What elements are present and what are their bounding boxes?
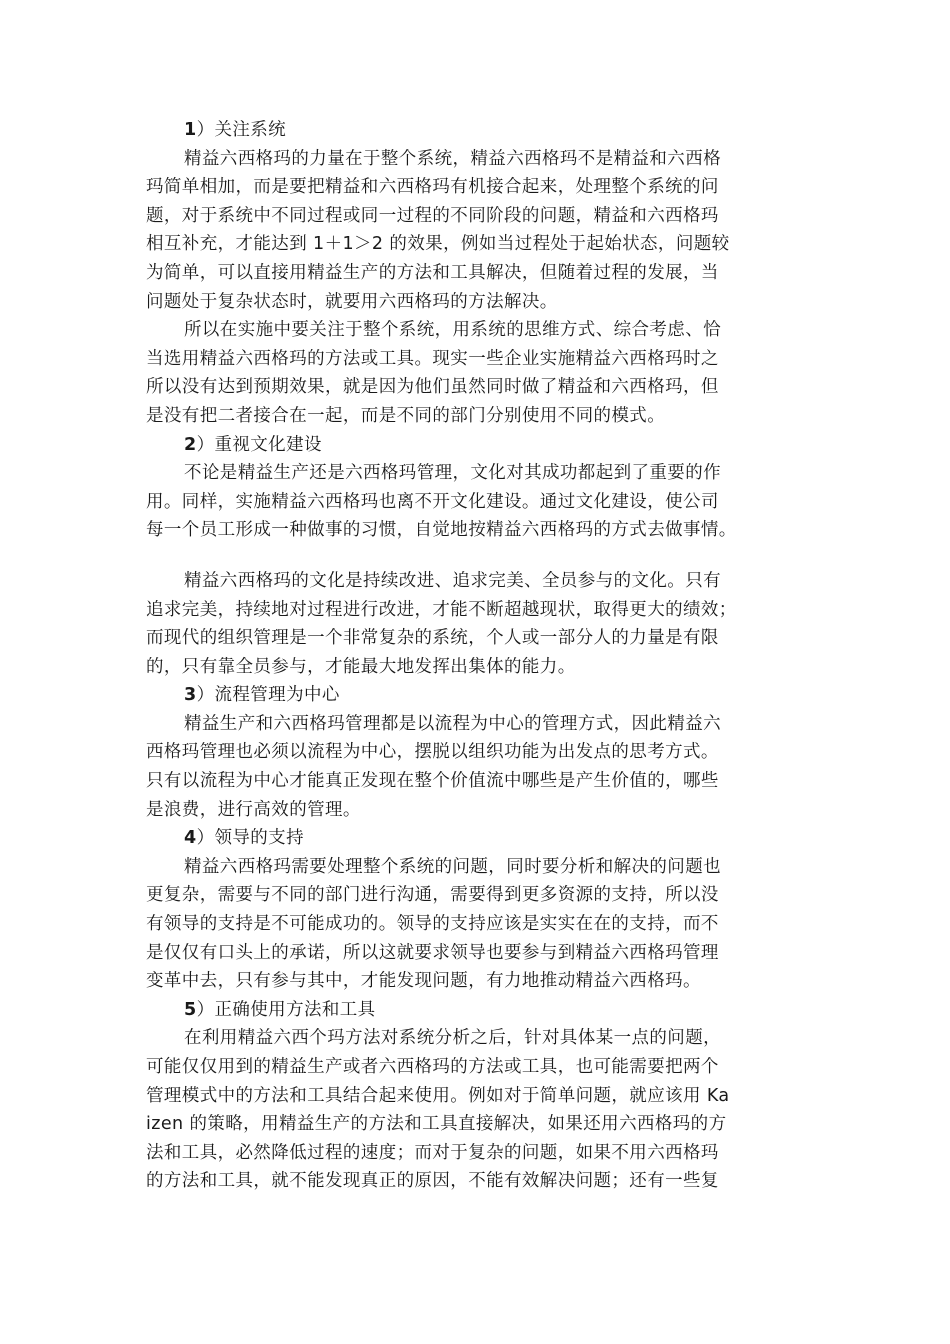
section-number: 2 — [184, 434, 197, 455]
paragraph-line: 题，对于系统中不同过程或同一过程的不同阶段的问题，精益和六西格玛 — [146, 205, 719, 226]
section-title: ）领导的支持 — [196, 828, 304, 849]
paragraph-line: 是仅仅有口头上的承诺，所以这就要求领导也要参与到精益六西格玛管理 — [146, 942, 719, 963]
paragraph-line: izen 的策略，用精益生产的方法和工具直接解决，如果还用六西格玛的方 — [146, 1114, 727, 1135]
section-title: ）流程管理为中心 — [196, 685, 340, 706]
section-title: ）重视文化建设 — [196, 434, 322, 455]
section-number: 1 — [184, 120, 197, 140]
section-number: 5 — [184, 999, 197, 1020]
paragraph-line: 用。同样，实施精益六西格玛也离不开文化建设。通过文化建设，使公司 — [146, 491, 719, 512]
paragraph-line: 精益六西格玛的力量在于整个系统，精益六西格玛不是精益和六西格 — [184, 148, 721, 169]
section-heading — [146, 996, 802, 1025]
paragraph-line: 的，只有靠全员参与，才能最大地发挥出集体的能力。 — [146, 656, 576, 677]
paragraph-line: 玛简单相加，而是要把精益和六西格玛有机接合起来，处理整个系统的问 — [146, 177, 719, 198]
document-body — [146, 116, 802, 1196]
blank-line — [146, 545, 802, 567]
paragraph-line: 不论是精益生产还是六西格玛管理，文化对其成功都起到了重要的作 — [184, 463, 721, 484]
paragraph-line: 在利用精益六西个玛方法对系统分析之后，针对具体某一点的问题， — [184, 1028, 721, 1049]
paragraph-line: 是没有把二者接合在一起，而是不同的部门分别使用不同的模式。 — [146, 405, 666, 426]
section-heading — [146, 681, 802, 710]
section-number: 4 — [184, 828, 197, 849]
paragraph-line: 有领导的支持是不可能成功的。领导的支持应该是实实在在的支持，而不 — [146, 914, 719, 935]
paragraph-line: 为简单，可以直接用精益生产的方法和工具解决，但随着过程的发展，当 — [146, 262, 719, 283]
paragraph-line: 所以在实施中要关注于整个系统，用系统的思维方式、综合考虑、恰 — [184, 320, 721, 341]
paragraph-line: 精益六西格玛需要处理整个系统的问题，同时要分析和解决的问题也 — [184, 856, 721, 877]
paragraph-line: 当选用精益六西格玛的方法或工具。现实一些企业实施精益六西格玛时之 — [146, 348, 719, 369]
section-heading — [146, 116, 802, 145]
paragraph-line: 相互补充，才能达到 1＋1＞2 的效果，例如当过程处于起始状态，问题较 — [146, 234, 730, 255]
section-heading — [146, 824, 802, 853]
paragraph-line: 是浪费，进行高效的管理。 — [146, 799, 361, 820]
paragraph-line: 法和工具，必然降低过程的速度；而对于复杂的问题，如果不用六西格玛 — [146, 1142, 719, 1163]
section-number: 3 — [184, 685, 197, 706]
section-title: ）关注系统 — [196, 120, 287, 140]
paragraph-line: 追求完美，持续地对过程进行改进，才能不断超越现状，取得更大的绩效； — [146, 599, 737, 620]
paragraph-line: 更复杂，需要与不同的部门进行沟通，需要得到更多资源的支持，所以没 — [146, 885, 719, 906]
section-heading — [146, 431, 802, 460]
paragraph-line: 每一个员工形成一种做事的习惯，自觉地按精益六西格玛的方式去做事情。 — [146, 520, 737, 541]
paragraph-line: 所以没有达到预期效果，就是因为他们虽然同时做了精益和六西格玛，但 — [146, 377, 719, 398]
paragraph-line: 而现代的组织管理是一个非常复杂的系统，个人或一部分人的力量是有限 — [146, 628, 719, 649]
paragraph-line: 可能仅仅用到的精益生产或者六西格玛的方法或工具，也可能需要把两个 — [146, 1057, 719, 1077]
section-title: ）正确使用方法和工具 — [196, 999, 376, 1020]
paragraph-line: 西格玛管理也必须以流程为中心，摆脱以组织功能为出发点的思考方式。 — [146, 742, 719, 763]
paragraph-line: 问题处于复杂状态时，就要用六西格玛的方法解决。 — [146, 291, 558, 312]
paragraph-line: 变革中去，只有参与其中，才能发现问题，有力地推动精益六西格玛。 — [146, 971, 701, 992]
paragraph-line: 的方法和工具，就不能发现真正的原因，不能有效解决问题；还有一些复 — [146, 1171, 719, 1192]
paragraph-line: 精益六西格玛的文化是持续改进、追求完美、全员参与的文化。只有 — [184, 570, 721, 591]
paragraph-line: 只有以流程为中心才能真正发现在整个价值流中哪些是产生价值的，哪些 — [146, 771, 719, 792]
paragraph-line: 精益生产和六西格玛管理都是以流程为中心的管理方式，因此精益六 — [184, 713, 721, 734]
paragraph-line: 管理模式中的方法和工具结合起来使用。例如对于简单问题，就应该用 Ka — [146, 1085, 730, 1106]
